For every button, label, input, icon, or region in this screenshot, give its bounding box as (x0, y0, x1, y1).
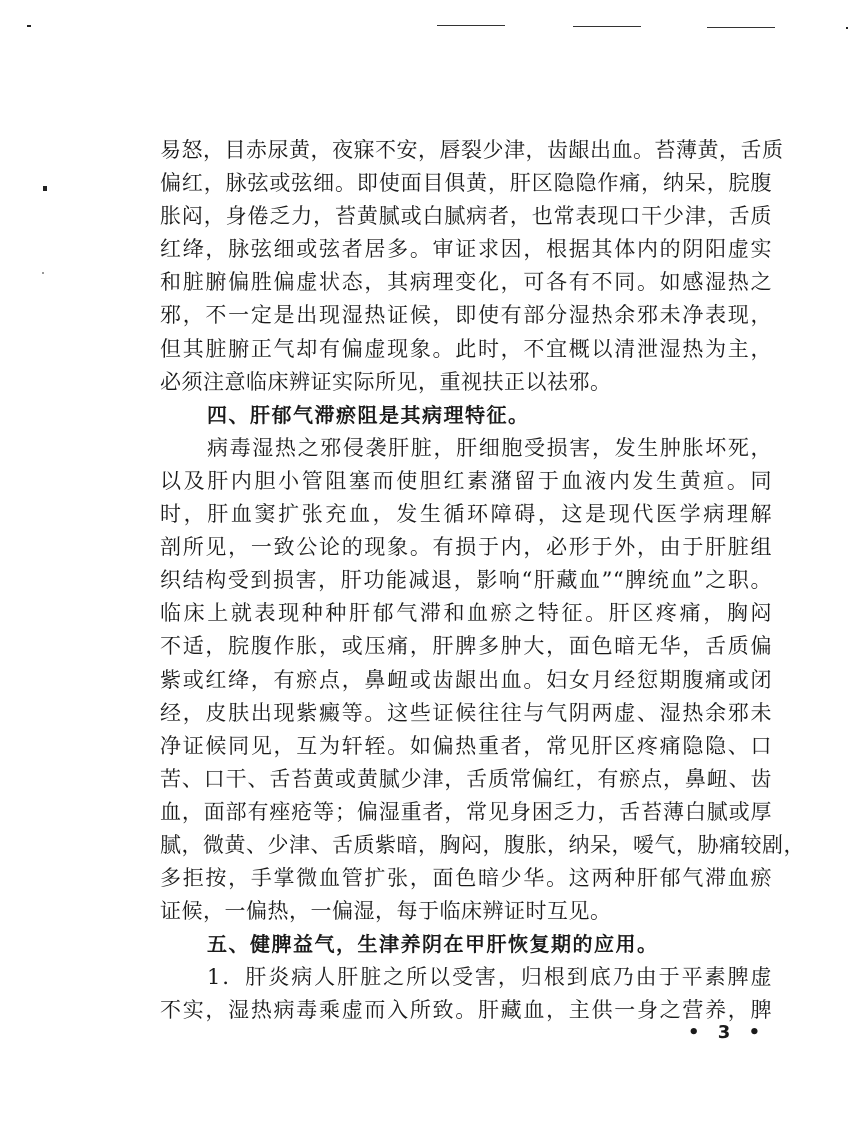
text-line: 偏红，脉弦或弦细。即使面目俱黄，肝区隐隐作痛，纳呆，脘腹 (160, 171, 772, 196)
text-line: 红绛，脉弦细或弦者居多。审证求因，根据其体内的阴阳虚实 (160, 237, 772, 262)
document-body (160, 134, 805, 1028)
text-line: 胀闷，身倦乏力，苔黄腻或白腻病者，也常表现口干少津，舌质 (160, 204, 772, 229)
text-line: 经，皮肤出现紫癜等。这些证候往往与气阴两虚、湿热余邪未 (160, 700, 772, 725)
scan-speck (27, 25, 31, 27)
text-line: 净证候同见，互为轩轾。如偏热重者，常见肝区疼痛隐隐、口 (160, 733, 772, 758)
page-number: • 3 • (688, 1022, 767, 1043)
text-line: 易怒，目赤尿黄，夜寐不安，唇裂少津，齿龈出血。苔薄黄，舌质 (160, 138, 784, 162)
header-rule (707, 27, 775, 28)
text-line: 血，面部有痤疮等；偏湿重者，常见身困乏力，舌苔薄白腻或厚 (160, 799, 772, 824)
text-line: 苦、口干、舌苔黄或黄腻少津，舌质常偏红，有瘀点，鼻衄、齿 (160, 766, 772, 791)
text-line: 织结构受到损害，肝功能减退，影响“肝藏血”“脾统血”之职。 (160, 568, 772, 593)
text-line: 不实，湿热病毒乘虚而入所致。肝藏血，主供一身之营养，脾 (160, 998, 772, 1023)
section-heading-5: 五、健脾益气，生津养阴在甲肝恢复期的应用。 (207, 932, 659, 957)
text-line: 和脏腑偏胜偏虚状态，其病理变化，可各有不同。如感湿热之 (160, 270, 772, 295)
text-line: 多拒按，手掌微血管扩张，面色暗少华。这两种肝郁气滞血瘀 (160, 866, 772, 891)
text-line: 时，肝血窦扩张充血，发生循环障碍，这是现代医学病理解 (160, 502, 772, 527)
text-line: 1．肝炎病人肝脏之所以受害，归根到底乃由于平素脾虚 (207, 965, 772, 990)
text-line: 必须注意临床辨证实际所见，重视扶正以祛邪。 (160, 369, 612, 394)
header-rule (437, 25, 505, 26)
text-line: 证候，一偏热，一偏湿，每于临床辨证时互见。 (160, 899, 612, 924)
text-line: 以及肝内胆小管阻塞而使胆红素潴留于血液内发生黄疸。同 (160, 468, 772, 493)
text-line: 紫或红绛，有瘀点，鼻衄或齿龈出血。妇女月经愆期腹痛或闭 (160, 667, 772, 692)
text-line: 邪，不一定是出现湿热证候，即使有部分湿热余邪未净表现， (160, 303, 772, 328)
text-line: 不适，脘腹作胀，或压痛，肝脾多肿大，面色暗无华，舌质偏 (160, 634, 772, 659)
scan-speck (42, 272, 44, 274)
text-line: 病毒湿热之邪侵袭肝脏，肝细胞受损害，发生肿胀坏死， (207, 435, 772, 460)
section-heading-4: 四、肝郁气滞瘀阻是其病理特征。 (207, 402, 530, 427)
header-rule (573, 26, 641, 27)
scan-speck (846, 27, 848, 29)
text-line: 临床上就表现种种肝郁气滞和血瘀之特征。肝区疼痛，胸闷 (160, 601, 772, 626)
text-line: 腻，微黄、少津、舌质紫暗，胸闷，腹胀，纳呆，嗳气，胁痛较剧， (160, 832, 805, 857)
text-line: 剖所见，一致公论的现象。有损于内，必形于外，由于肝脏组 (160, 535, 772, 560)
scan-speck (43, 186, 47, 191)
text-line: 但其脏腑正气却有偏虚现象。此时，不宜概以清泄湿热为主， (160, 336, 772, 361)
